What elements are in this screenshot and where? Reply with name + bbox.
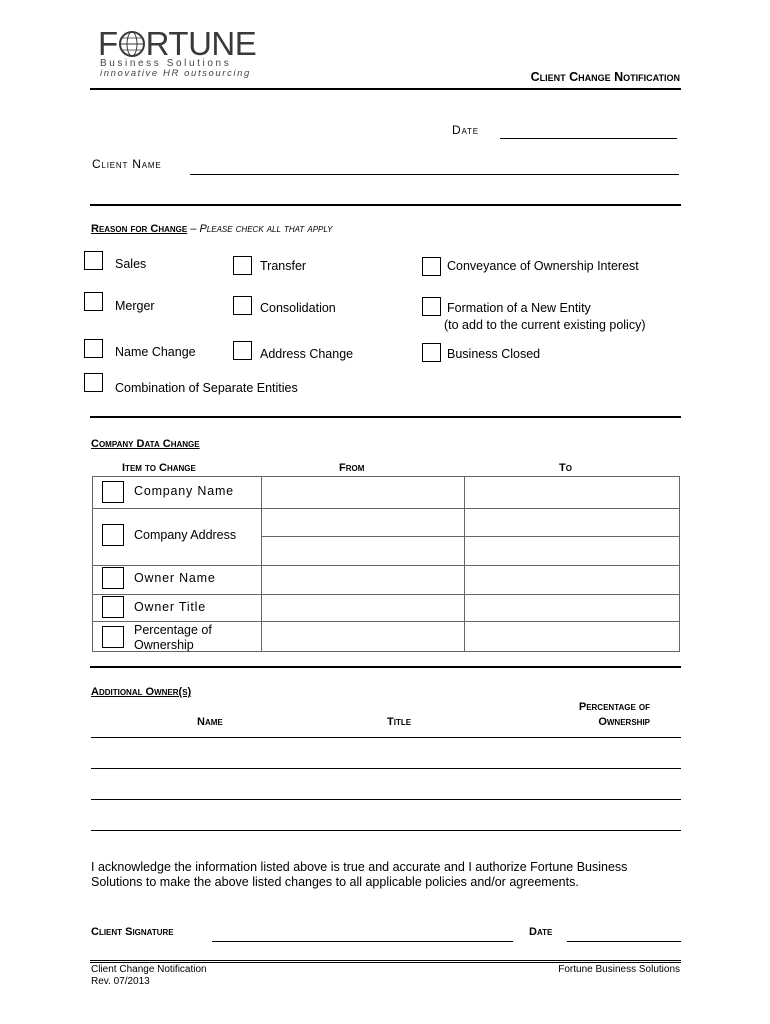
reason-heading-text: Reason for Change bbox=[91, 223, 188, 235]
from-cell[interactable] bbox=[262, 537, 465, 566]
client-signature-field[interactable] bbox=[212, 941, 513, 942]
section-rule-3 bbox=[90, 666, 681, 668]
footer-company: Fortune Business Solutions bbox=[558, 964, 680, 975]
owner-name-checkbox[interactable] bbox=[102, 567, 124, 589]
owner-title-checkbox[interactable] bbox=[102, 596, 124, 618]
company-logo bbox=[98, 27, 258, 77]
address-change-label: Address Change bbox=[260, 347, 354, 361]
logo-tagline: innovative HR outsourcing bbox=[100, 68, 251, 79]
consolidation-label: Consolidation bbox=[260, 301, 336, 315]
formation-note: (to add to the current existing policy) bbox=[444, 318, 646, 332]
column-name: Name bbox=[197, 716, 223, 728]
globe-icon bbox=[119, 29, 145, 55]
company-name-item: Company Name bbox=[134, 484, 234, 498]
transfer-checkbox[interactable] bbox=[233, 256, 252, 275]
acknowledgement-line1: I acknowledge the information listed above is true and accurate and I authorize Fortune Business bbox=[91, 860, 628, 874]
signature-date-label: Date bbox=[529, 926, 553, 938]
form-title: Client Change Notification bbox=[530, 70, 680, 84]
company-name-checkbox[interactable] bbox=[102, 481, 124, 503]
section-rule-2 bbox=[90, 416, 681, 418]
to-cell[interactable] bbox=[465, 566, 680, 595]
section-rule-1 bbox=[90, 204, 681, 206]
business-closed-checkbox[interactable] bbox=[422, 343, 441, 362]
additional-owners-heading: Additional Owner(s) bbox=[91, 686, 192, 698]
formation-checkbox[interactable] bbox=[422, 297, 441, 316]
logo-letter-f: F bbox=[98, 25, 118, 62]
client-signature-label: Client Signature bbox=[91, 926, 174, 938]
transfer-label: Transfer bbox=[260, 259, 307, 273]
logo-letters-rtune: RTUNE bbox=[145, 25, 257, 62]
owner-title-item: Owner Title bbox=[134, 600, 207, 614]
client-name-label: Client Name bbox=[92, 157, 162, 171]
business-closed-label: Business Closed bbox=[447, 347, 541, 361]
sales-label: Sales bbox=[115, 257, 147, 271]
column-percentage-line1: Percentage of bbox=[578, 701, 650, 713]
to-cell[interactable] bbox=[465, 595, 680, 622]
company-data-heading: Company Data Change bbox=[91, 438, 200, 450]
column-percentage-line2: Ownership bbox=[598, 716, 650, 728]
reason-dash: – bbox=[187, 223, 200, 235]
footer-revision: Rev. 07/2013 bbox=[91, 976, 150, 987]
footer-rule-2 bbox=[90, 962, 681, 963]
column-to: To bbox=[559, 462, 572, 474]
name-change-label: Name Change bbox=[115, 345, 196, 359]
sales-checkbox[interactable] bbox=[84, 251, 103, 270]
owner-line-4[interactable] bbox=[91, 830, 681, 831]
reason-instruction: Please check all that apply bbox=[199, 223, 333, 235]
client-name-field[interactable] bbox=[190, 174, 679, 175]
logo-subtitle: Business Solutions bbox=[100, 58, 232, 69]
from-cell[interactable] bbox=[262, 566, 465, 595]
merger-label: Merger bbox=[115, 299, 155, 313]
acknowledgement-line2: Solutions to make the above listed changes to all applicable policies and/or agreements. bbox=[91, 875, 579, 889]
date-label: Date bbox=[452, 123, 479, 137]
from-cell[interactable] bbox=[262, 477, 465, 509]
conveyance-checkbox[interactable] bbox=[422, 257, 441, 276]
combination-checkbox[interactable] bbox=[84, 373, 103, 392]
company-address-item: Company Address bbox=[134, 528, 237, 542]
signature-date-field[interactable] bbox=[567, 941, 681, 942]
address-change-checkbox[interactable] bbox=[233, 341, 252, 360]
to-cell[interactable] bbox=[465, 477, 680, 509]
footer-rule bbox=[90, 960, 681, 961]
name-change-checkbox[interactable] bbox=[84, 339, 103, 358]
to-cell[interactable] bbox=[465, 509, 680, 537]
owner-line-1[interactable] bbox=[91, 737, 681, 738]
to-cell[interactable] bbox=[465, 537, 680, 566]
combination-label: Combination of Separate Entities bbox=[115, 381, 298, 395]
from-cell[interactable] bbox=[262, 509, 465, 537]
percentage-item-line1: Percentage of bbox=[134, 623, 212, 637]
owner-name-item: Owner Name bbox=[134, 571, 216, 585]
column-from: From bbox=[339, 462, 365, 474]
from-cell[interactable] bbox=[262, 595, 465, 622]
conveyance-label: Conveyance of Ownership Interest bbox=[447, 259, 639, 273]
percentage-item-line2: Ownership bbox=[134, 638, 194, 652]
company-address-checkbox[interactable] bbox=[102, 524, 124, 546]
percentage-checkbox[interactable] bbox=[102, 626, 124, 648]
to-cell[interactable] bbox=[465, 622, 680, 652]
footer-form-name: Client Change Notification bbox=[91, 964, 207, 975]
merger-checkbox[interactable] bbox=[84, 292, 103, 311]
column-item-to-change: Item to Change bbox=[122, 462, 196, 474]
consolidation-checkbox[interactable] bbox=[233, 296, 252, 315]
formation-label: Formation of a New Entity bbox=[447, 301, 591, 315]
date-field[interactable] bbox=[500, 138, 677, 139]
owner-line-2[interactable] bbox=[91, 768, 681, 769]
owner-line-3[interactable] bbox=[91, 799, 681, 800]
reason-heading bbox=[91, 223, 332, 235]
from-cell[interactable] bbox=[262, 622, 465, 652]
header-rule bbox=[90, 88, 681, 90]
column-title: Title bbox=[387, 716, 412, 728]
